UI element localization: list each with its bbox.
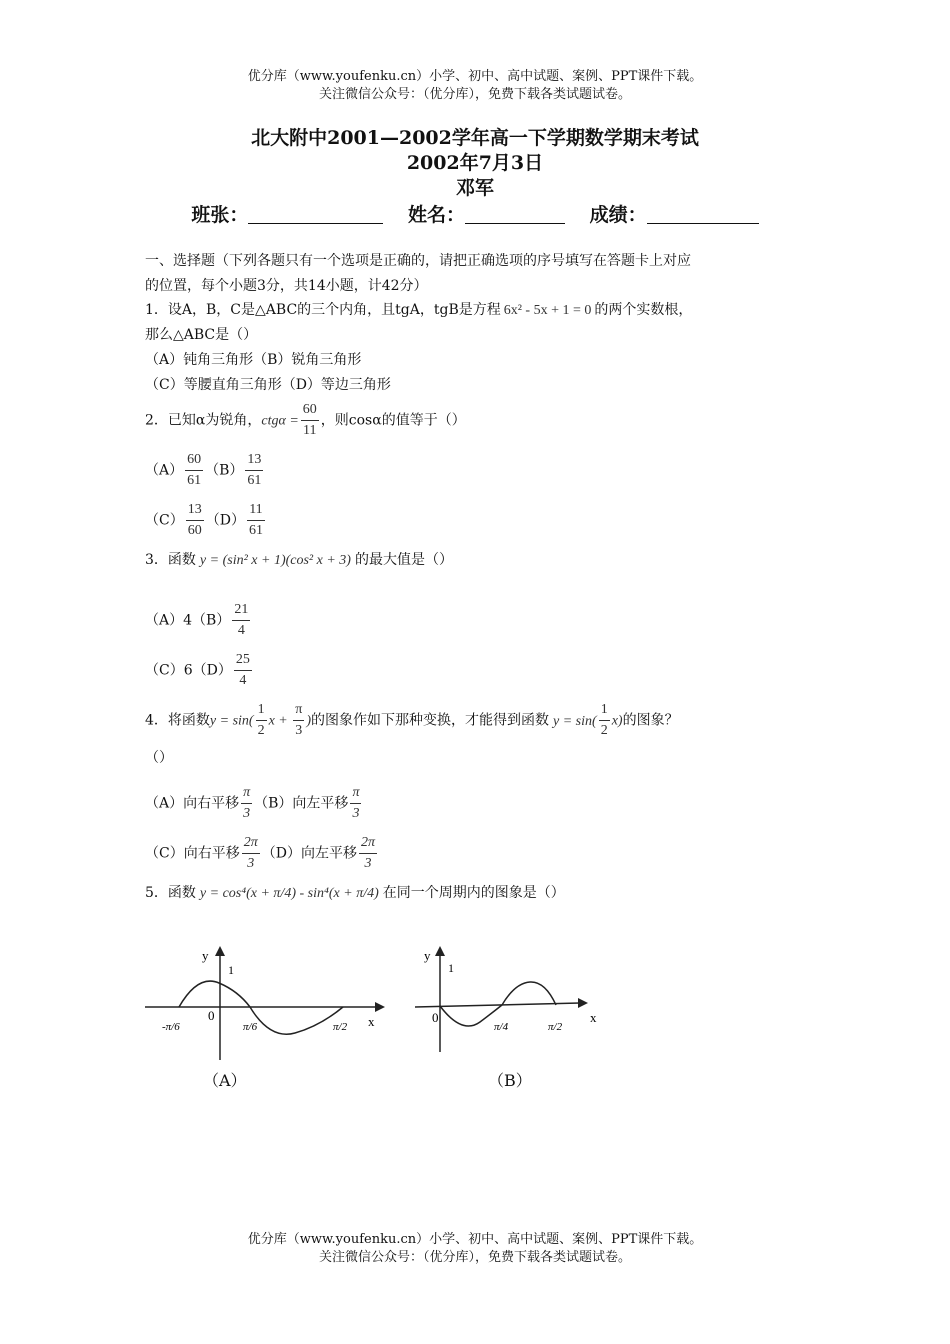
graph-a-tick-pi2: π/2 xyxy=(333,1021,348,1033)
q3-options-cd xyxy=(145,650,254,691)
q2-opt-a-frac xyxy=(185,450,203,491)
graph-b xyxy=(410,940,610,1060)
q1-equation: 6x² - 5x + 1 = 0 xyxy=(503,303,592,318)
q4-opt-d-text: （D）向左平移 xyxy=(261,845,357,862)
q4-paren: （） xyxy=(145,750,173,766)
q4-eq2-half xyxy=(599,700,610,741)
q5-equation: y = cos⁴(x + π/4) - sin⁴(x + π/4) xyxy=(199,886,379,901)
q4-eq1-mid: x + xyxy=(268,713,292,729)
q4-opt-a-num: π xyxy=(241,783,252,804)
q5-text: 5．函数 xyxy=(145,885,196,901)
q2-opt-d-frac xyxy=(247,500,265,541)
q4-eq1-pi3 xyxy=(293,700,304,741)
q4-opt-a-text: （A）向右平移 xyxy=(145,795,240,812)
name-label: 姓名： xyxy=(407,204,465,226)
q4-opt-c-den: 3 xyxy=(247,856,255,871)
graph-b-label: （B） xyxy=(488,1071,532,1090)
q3-text-tail: 的最大值是（） xyxy=(354,552,453,568)
q2-opt-b-den: 61 xyxy=(247,473,262,488)
graph-a-y-label: y xyxy=(202,948,209,963)
graph-a-label: （A） xyxy=(203,1071,247,1090)
site-footer-line2: 关注微信公众号：（优分库），免费下载各类试题试卷。 xyxy=(318,1250,631,1265)
q1-options-cd: （C）等腰直角三角形（D）等边三角形 xyxy=(145,377,391,393)
graph-b-tick-pi2: π/2 xyxy=(548,1021,563,1033)
graph-a-zero-label: 0 xyxy=(208,1008,215,1023)
q3-opt-d-den: 4 xyxy=(239,673,247,688)
q2-options-cd xyxy=(145,500,267,541)
q3-opt-b-num: 21 xyxy=(232,600,250,621)
q2-fraction xyxy=(301,400,319,441)
q5-text-tail: 在同一个周期内的图象是（） xyxy=(382,885,565,901)
section-intro-line2: 的位置，每个小题3分，共14小题，计42分） xyxy=(145,278,428,294)
q2-opt-a-label: （A） xyxy=(145,462,184,479)
q4-eq1-half-den: 2 xyxy=(257,723,265,738)
q4-text-mid: 的图象作如下那种变换，才能得到函数 xyxy=(311,712,550,729)
q4-options-ab xyxy=(145,783,363,824)
q2-opt-b-label: （B） xyxy=(205,462,244,479)
q4-eq1-half-num: 1 xyxy=(256,700,267,721)
q4-eq1-pi3-num: π xyxy=(293,700,304,721)
q4-opt-a-den: 3 xyxy=(243,806,251,821)
q3-text: 3．函数 xyxy=(145,552,196,568)
q2-text: 2．已知α为锐角， xyxy=(145,412,262,429)
site-footer-line1: 优分库（www.youfenku.cn）小学、初中、高中试题、案例、PPT课件下载。 xyxy=(247,1232,703,1247)
graph-b-y-label: y xyxy=(424,948,431,963)
q4-text-tail: 的图象？ xyxy=(622,712,679,729)
q2-opt-b-frac xyxy=(245,450,263,491)
q4-text: 4．将函数 xyxy=(145,712,210,729)
graph-b-y-arrow-icon xyxy=(435,946,445,956)
graph-a-tick-pi6: π/6 xyxy=(243,1021,258,1033)
q3-opt-cd-text: （C）6（D） xyxy=(145,662,232,679)
q4-eq1-half xyxy=(256,700,267,741)
graph-b-tick-pi4: π/4 xyxy=(494,1021,509,1033)
q3-opt-b-den: 4 xyxy=(237,623,245,638)
graph-a-tick-neg-pi6: -π/6 xyxy=(162,1021,180,1033)
question-2 xyxy=(145,400,466,441)
q2-text-tail: ，则cosα的值等于（） xyxy=(320,412,466,429)
q1-line2: 那么△ABC是（） xyxy=(145,327,258,343)
q4-eq1-start: y = sin( xyxy=(209,713,254,729)
q4-eq1-pi3-den: 3 xyxy=(295,723,303,738)
site-header-line1: 优分库（www.youfenku.cn）小学、初中、高中试题、案例、PPT课件下载。 xyxy=(247,69,703,84)
q4-opt-b-frac xyxy=(350,783,361,824)
site-header-line2: 关注微信公众号：（优分库），免费下载各类试题试卷。 xyxy=(318,87,631,102)
q4-opt-c-frac xyxy=(242,833,260,874)
q2-opt-c-label: （C） xyxy=(145,512,184,529)
q4-opt-d-frac xyxy=(359,833,377,874)
graph-b-zero-label: 0 xyxy=(432,1010,439,1025)
class-label: 班张： xyxy=(191,204,249,226)
question-5 xyxy=(145,883,565,904)
q3-opt-b-frac xyxy=(232,600,250,641)
q4-opt-b-den: 3 xyxy=(352,806,360,821)
q4-options-cd xyxy=(145,833,379,874)
q2-frac-den: 11 xyxy=(303,423,317,438)
student-info-row xyxy=(0,200,950,227)
q4-eq2-start: y = sin( xyxy=(553,713,597,729)
q2-opt-c-den: 60 xyxy=(187,523,202,538)
q4-opt-d-den: 3 xyxy=(364,856,372,871)
graph-a xyxy=(140,940,390,1070)
q4-opt-c-text: （C）向右平移 xyxy=(145,845,240,862)
class-blank[interactable] xyxy=(248,203,383,224)
q2-opt-c-num: 13 xyxy=(186,500,204,521)
q1-options-ab: （A）钝角三角形（B）锐角三角形 xyxy=(145,352,362,368)
graph-a-x-label: x xyxy=(368,1014,375,1029)
graph-b-x-arrow-icon xyxy=(578,998,588,1008)
graph-a-y-arrow-icon xyxy=(215,946,225,956)
exam-title: 北大附中2001—2002学年高一下学期数学期末考试 xyxy=(251,127,699,149)
q2-opt-d-den: 61 xyxy=(248,523,263,538)
q2-opt-c-frac xyxy=(186,500,204,541)
q3-equation: y = (sin² x + 1)(cos² x + 3) xyxy=(199,553,351,568)
q1-text-tail: 的两个实数根， xyxy=(594,302,693,318)
q2-opt-b-num: 13 xyxy=(245,450,263,471)
score-blank[interactable] xyxy=(647,203,759,224)
graph-a-one-label: 1 xyxy=(228,963,234,977)
graph-b-one-label: 1 xyxy=(448,961,454,975)
q2-frac-num: 60 xyxy=(301,400,319,421)
name-blank[interactable] xyxy=(465,203,565,224)
q4-eq2-half-num: 1 xyxy=(599,700,610,721)
q1-text: 1．设A，B，C是△ABC的三个内角，且tgA，tgB是方程 xyxy=(145,302,501,318)
q4-opt-b-num: π xyxy=(350,783,361,804)
score-label: 成绩： xyxy=(589,204,647,226)
q4-opt-d-num: 2π xyxy=(359,833,377,854)
exam-date: 2002年7月3日 xyxy=(406,152,544,174)
q2-options-ab xyxy=(145,450,265,491)
q3-opt-ab-text: （A）4（B） xyxy=(145,612,231,629)
q3-opt-d-frac xyxy=(234,650,252,691)
q4-opt-c-num: 2π xyxy=(242,833,260,854)
q4-eq2-half-den: 2 xyxy=(600,723,608,738)
question-4: 4．将函数y = sin( $\frac{1}{2}$ x + $\frac{\pi}{3}$ )的图象作如下那种变换，才能得到函数 y = sin( $\frac{1}{2}$ x)的图象？ xyxy=(145,700,679,741)
graph-b-x-label: x xyxy=(590,1010,597,1025)
q3-options-ab xyxy=(145,600,252,641)
q2-eq-left: ctgα = xyxy=(261,413,299,429)
question-3 xyxy=(145,550,453,571)
graph-a-x-arrow-icon xyxy=(375,1002,385,1012)
q2-opt-d-label: （D） xyxy=(205,512,245,529)
q4-opt-b-text: （B）向左平移 xyxy=(254,795,349,812)
section-intro-line1: 一、选择题（下列各题只有一个选项是正确的，请把正确选项的序号填写在答题卡上对应 xyxy=(145,253,691,269)
q2-opt-d-num: 11 xyxy=(247,500,265,521)
exam-author: 邓军 xyxy=(455,177,494,199)
q2-opt-a-den: 61 xyxy=(187,473,202,488)
q2-opt-a-num: 60 xyxy=(185,450,203,471)
question-1 xyxy=(145,300,692,321)
q3-opt-d-num: 25 xyxy=(234,650,252,671)
q4-opt-a-frac xyxy=(241,783,252,824)
